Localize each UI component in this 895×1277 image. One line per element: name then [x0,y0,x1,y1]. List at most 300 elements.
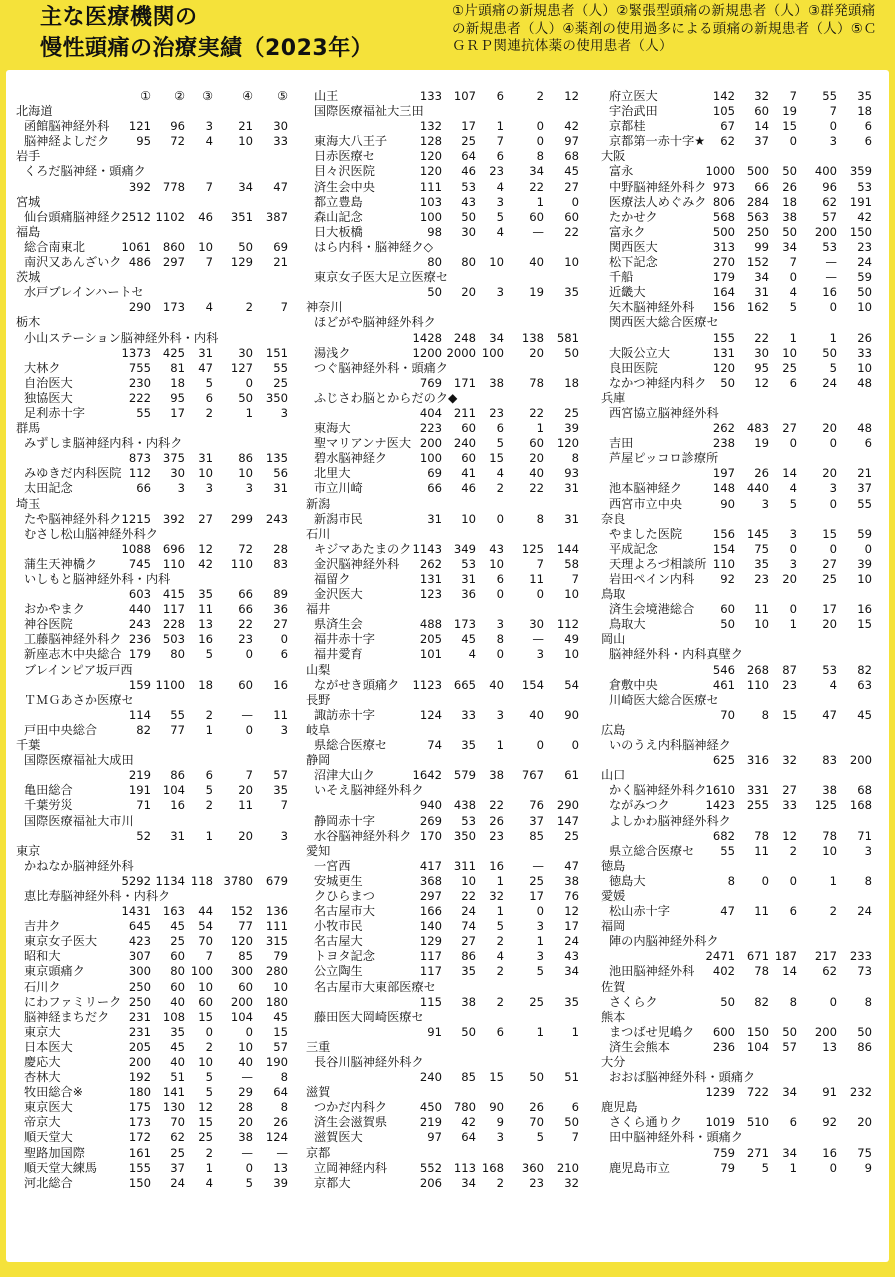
cell-value-2: 25 [170,934,185,949]
cell-value-4: 11 [238,798,253,813]
cell-value-1: 546 [712,662,735,677]
cell-value-1: 368 [419,873,442,888]
cell-value-2: 26 [754,466,769,481]
cell-value-2: 152 [746,255,769,270]
cell-value-4: 50 [822,345,837,360]
cell-value-2: 19 [754,436,769,451]
cell-value-5: 35 [564,285,579,300]
cell-value-5: 26 [857,330,872,345]
cell-value-5: 6 [571,1100,579,1115]
cell-value-1: 66 [427,481,442,496]
cell-value-1: 142 [712,89,735,103]
prefecture-heading [601,1055,885,1070]
cell-value-3: 0 [789,602,797,617]
table-row [601,995,885,1010]
cell-value-5: 82 [857,662,872,677]
cell-value-5: 50 [564,1115,579,1130]
cell-value-3: 7 [789,255,797,270]
cell-value-5: 16 [273,677,288,692]
cell-value-4: 11 [529,572,544,586]
cell-value-2: 12 [754,375,769,390]
hospital-name: 脳神経外科・内科真壁ク [609,647,744,662]
cell-value-4: 28 [238,1100,253,1115]
cell-value-1: 205 [128,1039,151,1054]
table-row [601,406,885,421]
cell-value-1: 120 [419,149,442,164]
prefecture-heading [16,497,301,512]
cell-value-4: 24 [822,375,837,390]
cell-value-4: 5 [536,964,544,979]
cell-value-4: 25 [529,873,544,888]
cell-value-5: 8 [280,1100,288,1115]
cell-value-3: 10 [198,466,213,481]
cell-value-1: 132 [419,119,442,134]
cell-value-1: 1642 [412,768,442,783]
title-line-2: 慢性頭痛の治療実績（2023年） [40,36,374,61]
cell-value-4: 86 [238,451,253,466]
table-row [306,964,592,979]
cell-value-3: 4 [496,949,504,964]
table-row [306,119,592,134]
cell-value-1: 1610 [705,783,735,798]
cell-value-3: 3 [496,194,504,209]
cell-value-4: 125 [521,541,544,556]
cell-value-4: 70 [529,1115,544,1130]
prefecture-name: 栃木 [16,315,41,330]
table-row [16,346,301,361]
cell-value-4: 0 [245,1160,253,1175]
cell-value-3: 50 [782,224,797,239]
cell-value-4: 55 [822,89,837,103]
cell-value-2: 17 [461,119,476,134]
hospital-name: 医療法人めぐみク [609,194,707,209]
table-row [16,1130,301,1145]
hospital-name: まつばせ児嶋ク [609,1024,695,1039]
cell-value-4: 78 [529,375,544,390]
cell-value-2: 35 [170,1024,185,1039]
cell-value-2: 3 [177,481,185,496]
cell-value-1: 500 [712,224,735,239]
cell-value-1: 71 [136,798,151,813]
cell-value-1: 97 [427,1130,442,1145]
cell-value-2: 579 [453,768,476,783]
prefecture-heading [16,104,301,119]
cell-value-2: 162 [746,300,769,315]
cell-value-2: 10 [461,511,476,526]
hospital-name: 芦屋ピッコロ診療所 [609,451,719,466]
cell-value-4: 8 [536,149,544,164]
cell-value-5: 50 [857,285,872,300]
cell-value-2: 95 [170,390,185,405]
cell-value-2: 80 [170,647,185,662]
cell-value-5: 147 [556,813,579,828]
hospital-name: 仙台頭痛脳神経ク [24,209,122,224]
cell-value-4: 77 [238,919,253,934]
cell-value-4: 22 [529,481,544,496]
cell-value-5: 97 [564,134,579,149]
table-row [601,180,885,195]
prefecture-heading [16,270,301,285]
prefecture-heading [16,844,301,859]
cell-value-2: 45 [461,632,476,647]
hospital-name: 関西医大 [609,239,658,254]
cell-value-4: 4 [829,677,837,692]
table-row [601,331,885,346]
cell-value-4: 23 [529,1175,544,1190]
cell-value-4: 110 [230,556,253,571]
hospital-name: 京都桂 [609,119,646,134]
prefecture-name: 奈良 [601,511,626,526]
cell-value-4: 1 [829,330,837,345]
hospital-name: 松下記念 [609,255,658,270]
cell-value-5: 13 [273,1160,288,1175]
cell-value-3: 6 [496,89,504,103]
cell-value-1: 219 [128,768,151,783]
cell-value-5: 10 [857,360,872,375]
cell-value-4: 57 [822,209,837,224]
table-row [306,466,592,481]
cell-value-3: 50 [782,164,797,179]
cell-value-4: 25 [529,994,544,1009]
hospital-name: 脳神経まちだク [24,1009,110,1024]
table-row [306,768,592,783]
table-row [16,1115,301,1130]
cell-value-2: 60 [461,451,476,466]
table-row [306,542,592,557]
cell-value-1: 1373 [121,345,151,360]
cell-value-1: 74 [427,738,442,753]
cell-value-5: 11 [273,707,288,722]
hospital-name: 県済生会 [314,617,363,632]
hospital-name: 牧田総合※ [24,1085,83,1100]
cell-value-3: 8 [789,994,797,1009]
cell-value-1: 568 [712,209,735,224]
cell-value-3: 10 [489,255,504,270]
cell-value-1: 155 [128,1160,151,1175]
hospital-name: 国際医療福祉大成田 [24,753,134,768]
table-row [16,134,301,149]
cell-value-2: 35 [461,964,476,979]
prefecture-heading [601,149,885,164]
cell-value-3: 100 [190,964,213,979]
table-row [601,708,885,723]
cell-value-4: 1 [829,873,837,888]
cell-value-1: 179 [128,647,151,662]
cell-value-5: 6 [280,647,288,662]
cell-value-5: 30 [273,119,288,134]
table-row [601,285,885,300]
cell-value-4: 2 [829,904,837,919]
cell-value-5: 136 [265,904,288,919]
cell-value-4: 30 [529,617,544,632]
table-row [306,240,592,255]
cell-value-3: 20 [782,572,797,586]
cell-value-5: 10 [564,587,579,602]
cell-value-2: 173 [162,300,185,315]
cell-value-3: 2 [205,1039,213,1054]
cell-value-4: 17 [822,602,837,617]
cell-value-1: 133 [419,89,442,103]
cell-value-2: 11 [754,843,769,858]
cell-value-4: 92 [822,1115,837,1130]
cell-value-5: 6 [864,436,872,451]
cell-value-3: 70 [198,934,213,949]
cell-value-5: 31 [273,481,288,496]
cell-value-5: 27 [273,617,288,632]
cell-value-1: 262 [712,421,735,436]
cell-value-1: 128 [419,134,442,149]
cell-value-2: 780 [453,1100,476,1115]
cell-value-3: 15 [198,1009,213,1024]
page-header [0,0,895,68]
cell-value-5: 10 [273,979,288,994]
cell-value-3: 168 [481,1160,504,1175]
cell-value-2: 30 [754,345,769,360]
cell-value-2: 24 [461,904,476,919]
cell-value-2: 30 [461,224,476,239]
hospital-name: 田中脳神経外科・頭痛ク [609,1130,744,1145]
cell-value-4: 21 [238,119,253,134]
prefecture-heading [16,315,301,330]
cell-value-4: 2 [536,89,544,103]
cell-value-4: 20 [822,466,837,481]
table-row [601,829,885,844]
cell-value-4: 3780 [223,873,253,888]
cell-value-3: 0 [205,1024,213,1039]
cell-value-3: 0 [789,436,797,451]
hospital-name: 順天堂大練馬 [24,1160,98,1175]
cell-value-1: 150 [128,1175,151,1190]
cell-value-1: 131 [712,345,735,360]
table-row [601,602,885,617]
cell-value-5: 32 [564,1175,579,1190]
prefecture-name: 宮城 [16,194,41,209]
hospital-name: 金沢医大 [314,587,363,602]
cell-value-2: 150 [746,1024,769,1039]
cell-value-3: 50 [782,1024,797,1039]
table-row [601,1085,885,1100]
prefecture-heading [306,1146,592,1161]
prefecture-name: 大阪 [601,149,626,164]
table-row [601,1040,885,1055]
hospital-name: よしかわ脳神経外科ク [609,813,731,828]
cell-value-2: 33 [461,707,476,722]
cell-value-2: 268 [746,662,769,677]
cell-value-2: 53 [461,179,476,194]
cell-value-4: 72 [238,541,253,556]
cell-value-3: 14 [782,964,797,979]
cell-value-4: 47 [822,707,837,722]
table-row [16,376,301,391]
hospital-name: 千船 [609,270,634,285]
cell-value-5: 53 [857,179,872,194]
cell-value-4: — [532,224,544,239]
hospital-name: 山王 [314,89,339,103]
cell-value-2: 1102 [155,209,185,224]
table-row [16,874,301,889]
cell-value-5: 7 [571,572,579,586]
cell-value-1: 154 [712,541,735,556]
table-row [16,451,301,466]
cell-value-1: 50 [427,285,442,300]
cell-value-4: 767 [521,768,544,783]
hospital-name: 大林ク [24,360,61,375]
cell-value-3: 3 [496,617,504,632]
hospital-name: いのうえ内科脳神経ク [609,738,731,753]
cell-value-3: 2 [205,1145,213,1160]
cell-value-4: 38 [238,1130,253,1145]
hospital-name: 長谷川脳神経外科ク [314,1055,424,1069]
hospital-name: 池本脳神経ク [609,481,683,496]
hospital-name: 池田脳神経外科 [609,964,695,979]
cell-value-2: 75 [754,541,769,556]
prefecture-name: 群馬 [16,421,41,436]
cell-value-1: 117 [419,964,442,979]
cell-value-3: 0 [789,270,797,285]
table-row [306,1070,592,1085]
cell-value-1: 92 [720,572,735,586]
table-row [16,798,301,813]
table-row [16,617,301,632]
prefecture-name: 山梨 [306,662,331,677]
cell-value-4: 40 [238,1055,253,1069]
prefecture-name: 京都 [306,1145,331,1160]
cell-value-3: 10 [782,345,797,360]
cell-value-1: 156 [712,300,735,315]
table-row [601,693,885,708]
cell-value-1: 1088 [121,541,151,556]
prefecture-heading [601,587,885,602]
cell-value-1: 1239 [705,1085,735,1100]
table-row [601,421,885,436]
cell-value-5: 144 [556,541,579,556]
cell-value-4: 85 [238,949,253,964]
cell-value-1: 120 [712,360,735,375]
prefecture-name: 佐賀 [601,979,626,994]
prefecture-name: 鳥取 [601,587,626,602]
cell-value-2: 107 [453,89,476,103]
cell-value-2: 10 [754,617,769,632]
cell-value-4: 62 [822,964,837,979]
cell-value-4: 53 [822,662,837,677]
cell-value-5: 47 [564,858,579,873]
cell-value-3: 15 [782,707,797,722]
cell-value-2: 22 [461,888,476,903]
hospital-name: 吉井ク [24,919,61,934]
table-row [306,512,592,527]
table-row [601,738,885,753]
hospital-name: 天理よろづ相談所 [609,556,707,571]
cell-value-4: 13 [822,1039,837,1054]
prefecture-heading [16,195,301,210]
cell-value-3: 1 [205,722,213,737]
cell-value-1: 603 [128,587,151,602]
cell-value-2: 40 [170,994,185,1009]
table-row [601,164,885,179]
cell-value-1: 313 [712,239,735,254]
cell-value-2: 18 [170,375,185,390]
column-header-5: ⑤ [277,89,288,103]
hospital-name: 沼津大山ク [314,768,375,783]
cell-value-4: 0 [829,1160,837,1175]
cell-value-2: 108 [162,1009,185,1024]
cell-value-1: 90 [720,496,735,511]
table-row [306,270,592,285]
cell-value-1: 69 [427,466,442,481]
cell-value-1: 307 [128,949,151,964]
hospital-name: はら内科・脳神経ク◇ [314,239,434,254]
cell-value-5: 0 [280,632,288,647]
cell-value-1: 50 [720,994,735,1009]
hospital-name: 小牧市民 [314,919,363,934]
cell-value-4: 85 [529,828,544,843]
cell-value-2: 81 [170,360,185,375]
hospital-name: たや脳神経外科ク [24,511,122,526]
cell-value-4: 16 [822,1145,837,1160]
cell-value-5: 36 [273,602,288,617]
cell-value-4: 22 [529,405,544,420]
table-row [306,829,592,844]
cell-value-5: 280 [265,964,288,979]
cell-value-3: 23 [489,164,504,179]
cell-value-1: 79 [720,1160,735,1175]
hospital-name: ＴＭＧあさか医療セ [24,692,134,707]
table-row [16,829,301,844]
cell-value-2: 284 [746,194,769,209]
cell-value-2: 141 [162,1085,185,1100]
table-row [306,874,592,889]
cell-value-3: 6 [205,390,213,405]
prefecture-heading [601,889,885,904]
cell-value-5: 71 [857,828,872,843]
cell-value-3: 118 [190,873,213,888]
cell-value-4: 200 [814,1024,837,1039]
hospital-name: 東京医大 [24,1100,73,1115]
cell-value-1: 1423 [705,798,735,813]
hospital-name: 県総合医療セ [314,738,388,753]
cell-value-5: 64 [273,1085,288,1100]
cell-value-3: 5 [496,436,504,451]
cell-value-2: 86 [461,949,476,964]
cell-value-3: 4 [496,224,504,239]
cell-value-1: 121 [128,119,151,134]
table-row [16,1146,301,1161]
cell-value-3: 0 [789,134,797,149]
table-row [306,451,592,466]
table-row [306,1055,592,1070]
table-row [306,1161,592,1176]
cell-value-3: 9 [496,1115,504,1130]
cell-value-2: 665 [453,677,476,692]
cell-value-4: 0 [536,587,544,602]
table-row [16,512,301,527]
prefecture-heading [306,753,592,768]
cell-value-5: 315 [265,934,288,949]
title-line-1: 主な医療機関の [40,5,198,30]
cell-value-4: 16 [822,285,837,300]
cell-value-3: 2 [205,798,213,813]
cell-value-4: 37 [529,813,544,828]
cell-value-1: 392 [128,179,151,194]
table-row [306,798,592,813]
hospital-name: 済生会中央 [314,179,375,194]
prefecture-name: 愛知 [306,843,331,858]
data-table-panel [6,70,889,1262]
cell-value-3: 4 [789,285,797,300]
cell-value-1: 682 [712,828,735,843]
hospital-name: 神谷医院 [24,617,73,632]
table-row [601,346,885,361]
